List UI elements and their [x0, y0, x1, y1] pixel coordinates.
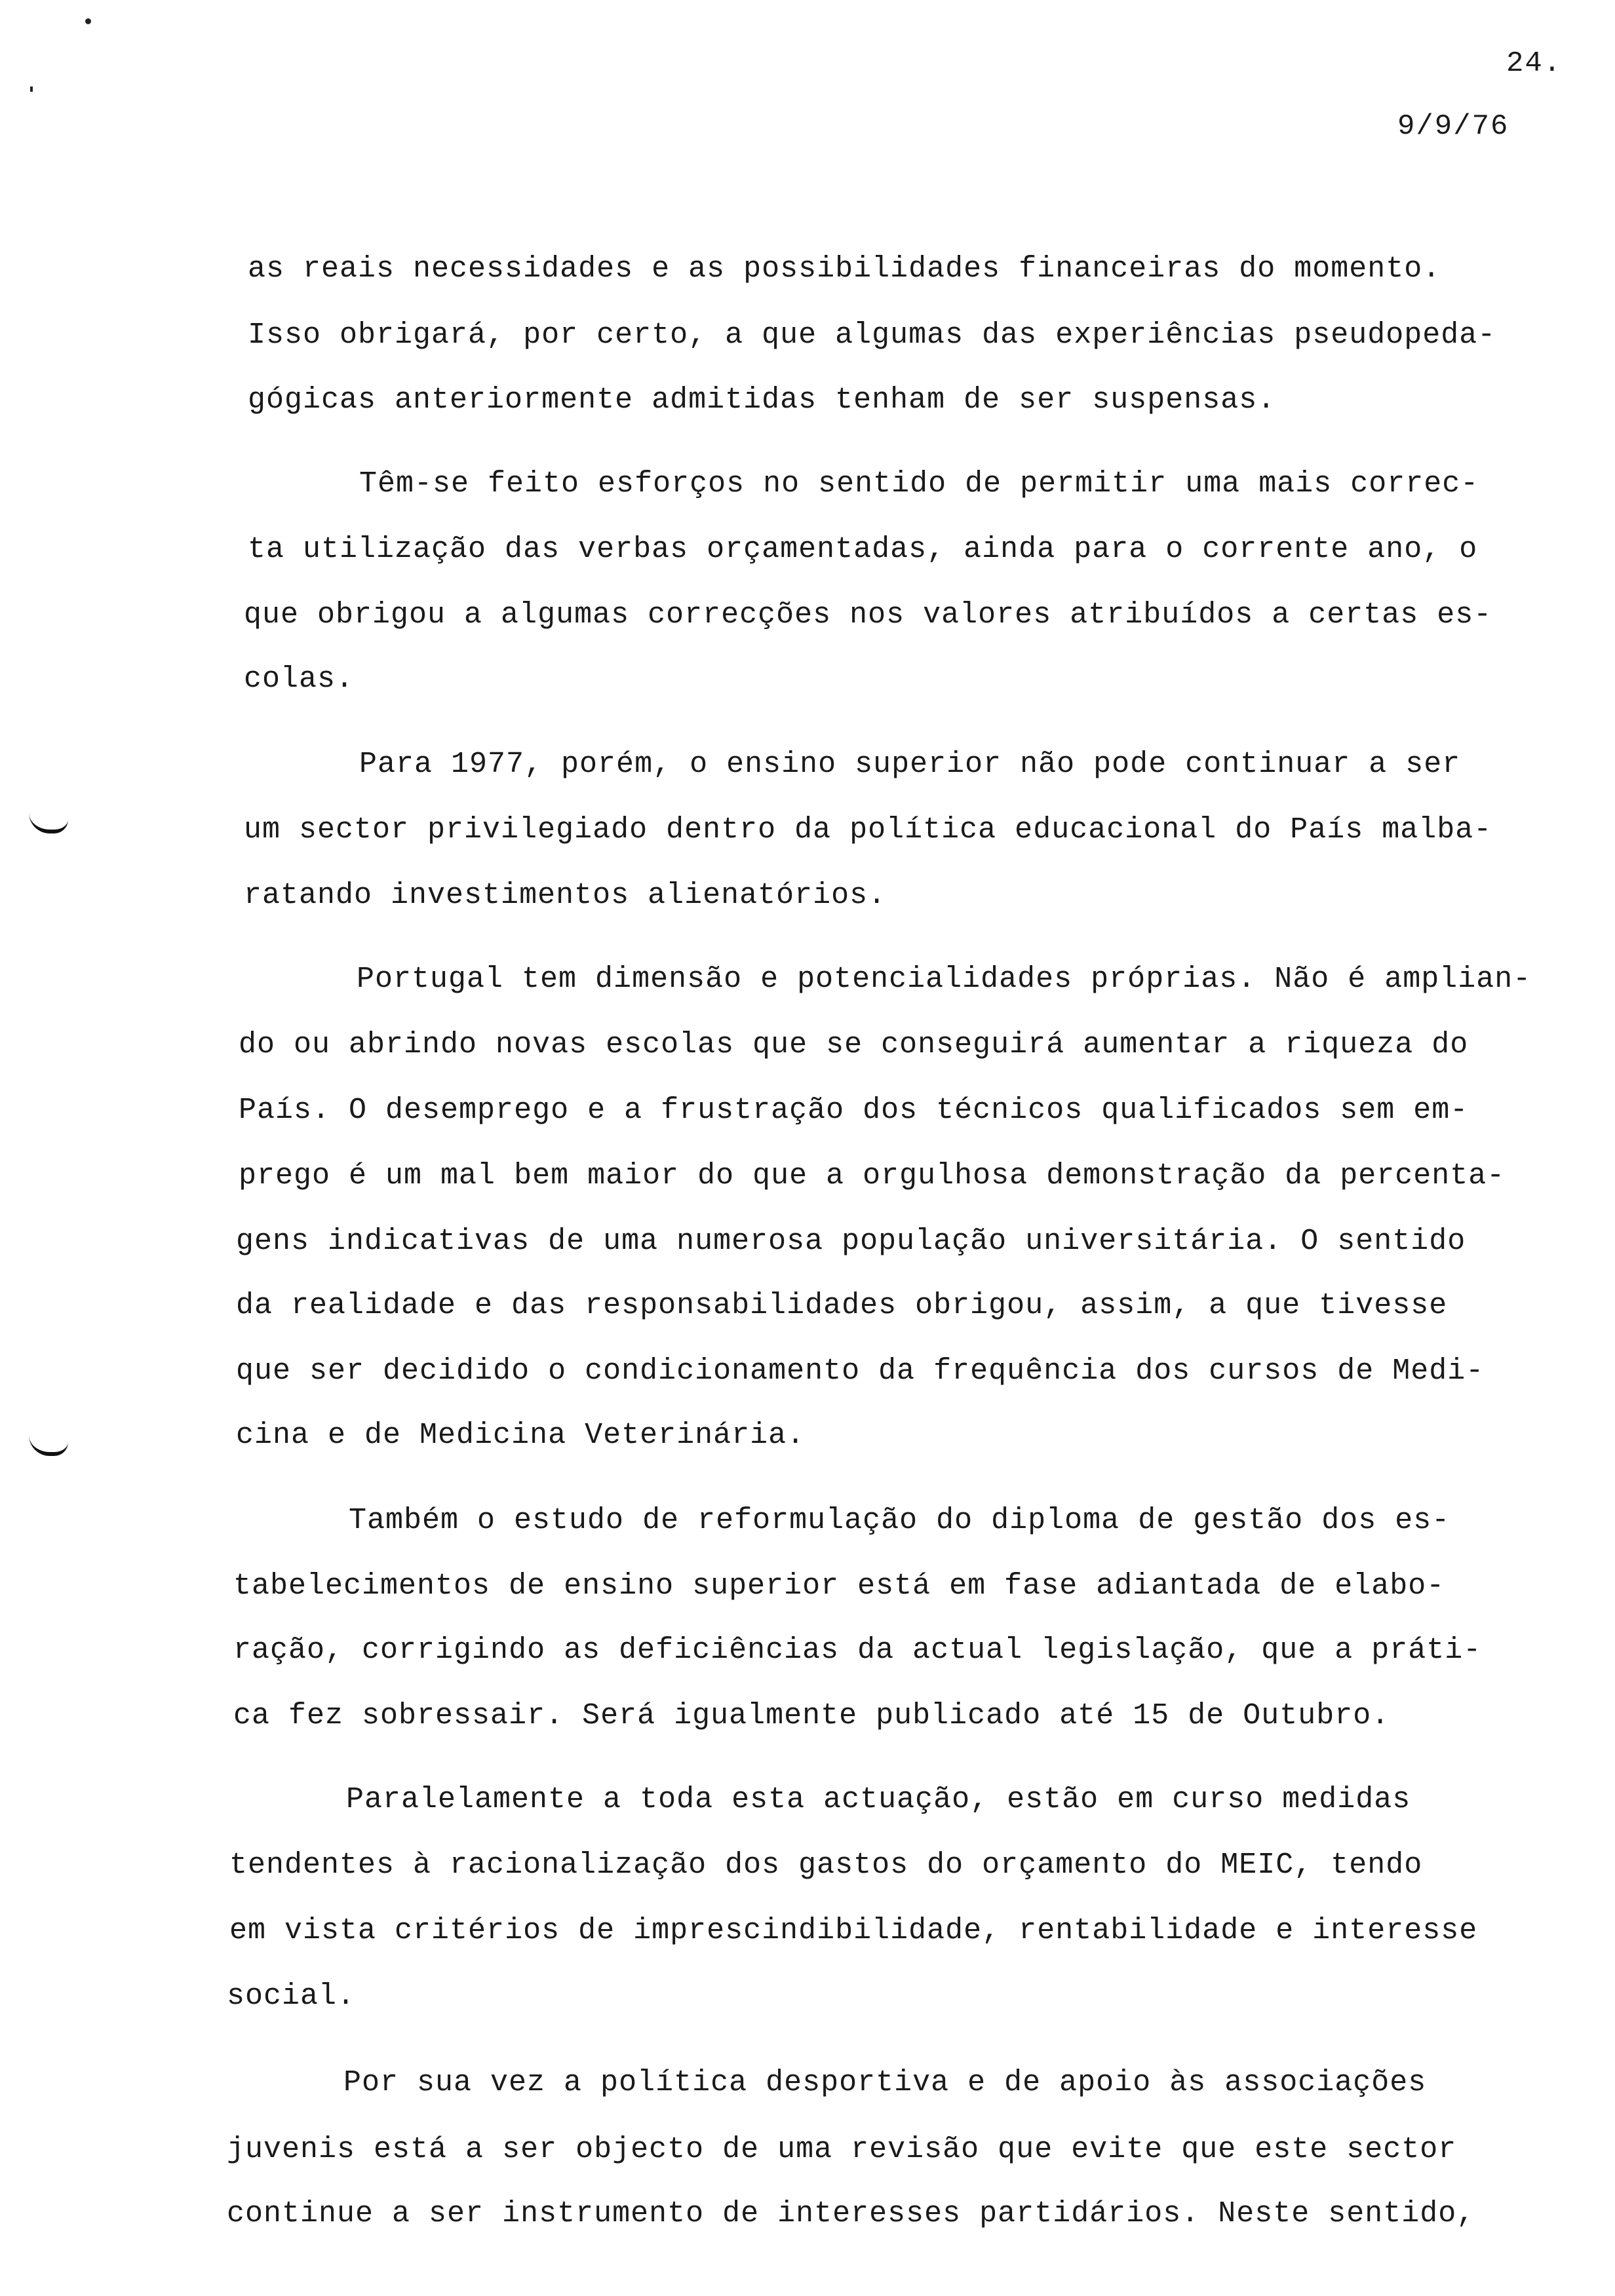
- text-line: ta utilização das verbas orçamentadas, ainda para o corrente ano, o: [248, 533, 1478, 566]
- text-line: as reais necessidades e as possibilidades financeiras do momento.: [248, 252, 1441, 286]
- text-line: ratando investimentos alienatórios.: [244, 879, 887, 912]
- text-line: colas.: [244, 662, 355, 696]
- text-line: que obrigou a algumas correcções nos valores atribuídos a certas es-: [244, 598, 1492, 632]
- text-line: juvenis está a ser objecto de uma revisão que evite que este sector: [227, 2133, 1457, 2166]
- text-line: tendentes à racionalização dos gastos do orçamento do MEIC, tendo: [229, 1848, 1423, 1882]
- text-line: em vista critérios de imprescindibilidade, rentabilidade e interesse: [229, 1914, 1478, 1947]
- text-line: Para 1977, porém, o ensino superior não pode continuar a ser: [359, 748, 1461, 781]
- text-line: ca fez sobressair. Será igualmente publicado até 15 de Outubro.: [233, 1699, 1390, 1732]
- text-line: gens indicativas de uma numerosa população universitária. O sentido: [236, 1225, 1466, 1258]
- text-line: gógicas anteriormente admitidas tenham de ser suspensas.: [248, 383, 1276, 417]
- stray-tick-mark: [30, 86, 33, 92]
- text-line: um sector privilegiado dentro da política educacional do País malba-: [244, 813, 1492, 847]
- text-line: tabelecimentos de ensino superior está em fase adiantada de elabo-: [233, 1569, 1445, 1603]
- text-line: Isso obrigará, por certo, a que algumas das experiências pseudopeda-: [248, 318, 1496, 352]
- text-line: continue a ser instrumento de interesses partidários. Neste sentido,: [227, 2197, 1475, 2230]
- text-line: Têm-se feito esforços no sentido de permitir uma mais correc-: [359, 467, 1479, 501]
- text-line: que ser decidido o condicionamento da frequência dos cursos de Medi-: [236, 1354, 1485, 1388]
- text-line: Portugal tem dimensão e potencialidades próprias. Não é amplian-: [357, 963, 1532, 996]
- text-line: Também o estudo de reformulação do diploma de gestão dos es-: [349, 1504, 1450, 1537]
- text-line: da realidade e das responsabilidades obrigou, assim, a que tivesse: [236, 1289, 1448, 1322]
- text-line: cina e de Medicina Veterinária.: [236, 1419, 806, 1452]
- text-line: Paralelamente a toda esta actuação, estão em curso medidas: [346, 1783, 1411, 1816]
- binder-hole-mark-2: [29, 1435, 68, 1456]
- stray-dot-mark: [85, 18, 91, 24]
- text-line: prego é um mal bem maior do que a orgulhosa demonstração da percenta-: [239, 1159, 1506, 1193]
- text-line: ração, corrigindo as deficiências da actual legislação, que a práti-: [233, 1634, 1482, 1667]
- text-line: do ou abrindo novas escolas que se conseguirá aumentar a riqueza do: [239, 1028, 1469, 1062]
- text-line: Por sua vez a política desportiva e de apoio às associações: [343, 2066, 1427, 2099]
- page-date: 9/9/76: [1397, 110, 1509, 143]
- binder-hole-mark-1: [29, 813, 68, 833]
- page-number: 24.: [1506, 47, 1563, 80]
- text-line: social.: [227, 1980, 356, 2013]
- text-line: País. O desemprego e a frustração dos técnicos qualificados sem em-: [239, 1094, 1469, 1127]
